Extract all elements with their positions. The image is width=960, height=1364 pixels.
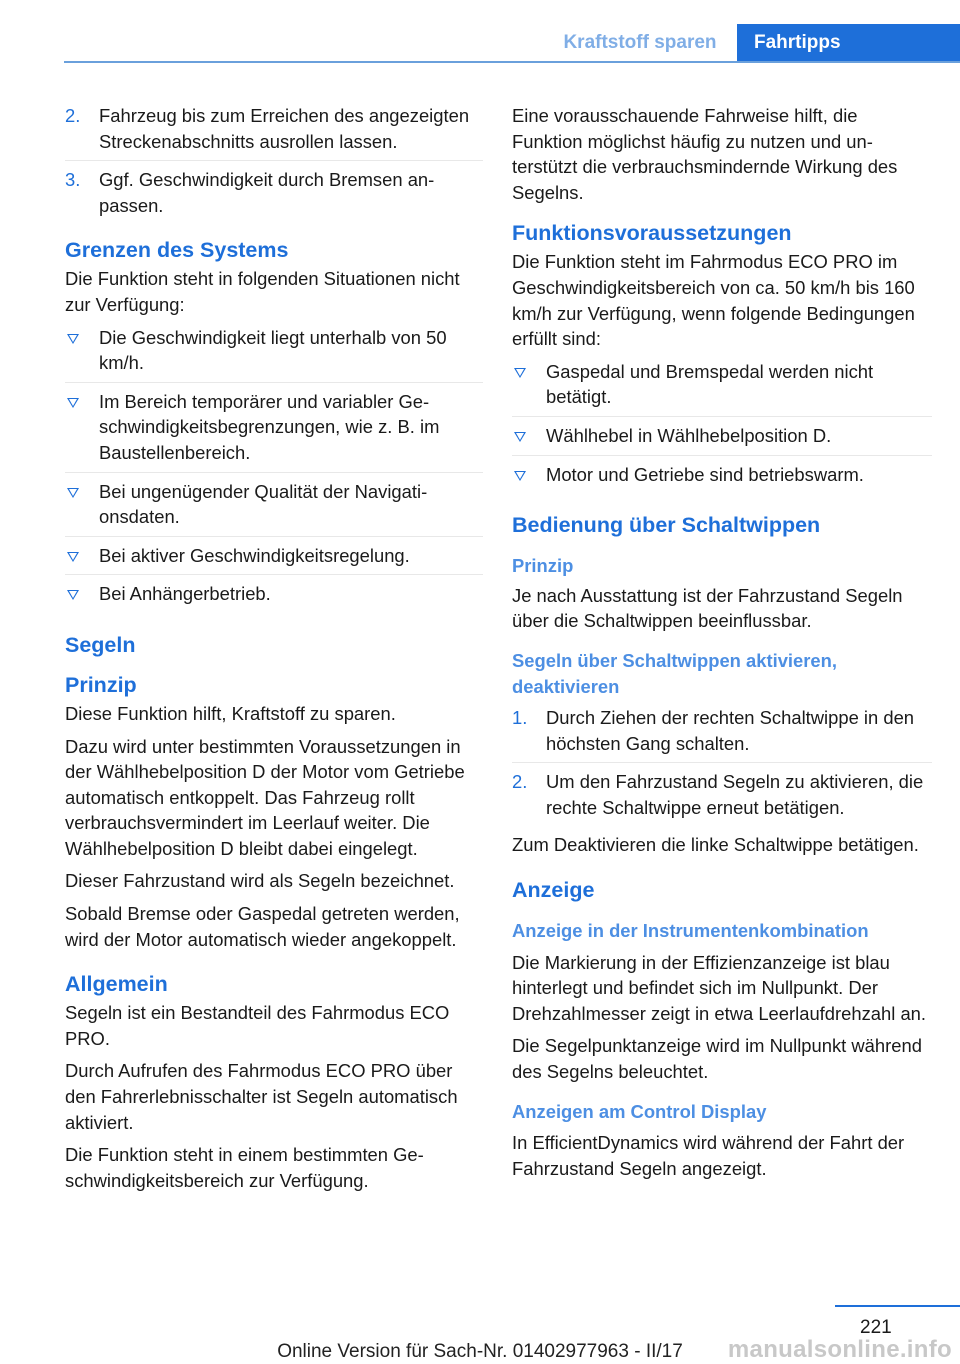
- heading-prinzip: Prinzip: [65, 672, 137, 697]
- cd-paragraph: In EfficientDynamics wird während der Fahrt der Fahrzustand Segeln angezeigt.: [512, 1132, 905, 1179]
- step-text: Um den Fahrzustand Segeln zu aktivieren, die rechte Schaltwippe erneut betätigen.: [546, 771, 924, 818]
- list-item-text: Die Geschwindigkeit liegt unterhalb von 50 km/h.: [99, 326, 447, 374]
- triangle-bullet-icon: [67, 552, 79, 562]
- aktiv-steps: [512, 705, 932, 826]
- allgemein-paragraph: Die Funktion steht in einem bestimmten Geschwindigkeitsbereich zur Verfügung.: [65, 1144, 424, 1191]
- step-text: Fahrzeug bis zum Erreichen des angezeigten Streckenabschnitts ausrollen lassen.: [99, 105, 470, 152]
- intro-paragraph: Eine vorausschauende Fahrweise hilft, die Funktion möglichst häufig zu nutzen und unterstützt die verbrauchsmindernde Wirkung des Segelns.: [512, 105, 898, 203]
- list-item: [65, 581, 483, 613]
- funk-intro: Die Funktion steht im Fahrmodus ECO PRO im Geschwindigkeitsbereich von ca. 50 km/h bis 160 km/h zur Verfügung, wenn folgende Bedingungen erfüllt sind:: [512, 251, 915, 350]
- prinzip-paragraph: Sobald Bremse oder Gaspedal getreten werden, wird der Motor automatisch wieder angekoppelt.: [65, 903, 460, 950]
- prinzip-paragraph: Diese Funktion hilft, Kraftstoff zu sparen.: [65, 702, 396, 724]
- list-item: [65, 103, 483, 161]
- heading-anzeige: Anzeige: [512, 878, 595, 903]
- step-number: 2.: [65, 105, 81, 126]
- prinzip-text: Je nach Ausstattung ist der Fahrzustand Segeln über die Schaltwippen beeinflussbar.: [512, 584, 903, 632]
- page-number-rule: [835, 1305, 960, 1307]
- heading-allgemein: Allgemein: [65, 972, 168, 997]
- grenzen-intro: Die Funktion steht in folgenden Situationen nicht zur Verfügung:: [65, 268, 460, 315]
- step-number: 1.: [512, 707, 528, 729]
- step-text: Durch Ziehen der rechten Schaltwippe in den höchsten Gang schalten.: [546, 707, 915, 754]
- allgemein-paragraph: Durch Aufrufen des Fahrmodus ECO PRO über den Fahrerlebnisschalter ist Segeln automatisch aktiviert.: [65, 1060, 458, 1133]
- list-item-text: Bei aktiver Geschwindigkeitsregelung.: [99, 544, 410, 566]
- list-item-text: Im Bereich temporärer und variabler Geschwindigkeitsbegrenzungen, wie z. B. im Baustellenbereich.: [99, 390, 440, 463]
- triangle-bullet-icon: [67, 590, 79, 600]
- page-number: 221: [860, 1317, 892, 1338]
- list-item-text: Bei ungenügender Qualität der Navigationsdaten.: [99, 480, 428, 528]
- steps-continued: [65, 103, 483, 224]
- prinzip-paragraph: Dazu wird unter bestimmten Voraussetzungen in der Wählhebelposition D der Motor vom Getriebe automatisch entkoppelt. Das Fahrzeug rollt verbrauchsvermindert im Leerlauf weiter. Die Wählhebelposition D bleibt dabei eingelegt.: [65, 735, 465, 859]
- prinzip-paragraph: Dieser Fahrzustand wird als Segeln bezeichnet.: [65, 870, 455, 892]
- list-item: [512, 423, 932, 456]
- right-column: [512, 103, 932, 1188]
- triangle-bullet-icon: [514, 471, 526, 481]
- step-number: 2.: [512, 771, 528, 793]
- list-item: [512, 359, 932, 417]
- list-item: [65, 167, 483, 224]
- list-item-text: Bei Anhängerbetrieb.: [99, 583, 271, 605]
- heading-segeln: Segeln: [65, 632, 136, 657]
- watermark: manualsonline.info: [727, 1336, 952, 1363]
- step-number: 3.: [65, 169, 81, 191]
- triangle-bullet-icon: [67, 334, 79, 344]
- triangle-bullet-icon: [514, 368, 526, 378]
- list-item: [512, 769, 932, 826]
- instr-paragraph: Die Markierung in der Effizienzanzeige ist blau hinterlegt und befindet sich im Nullpunkt. Der Drehzahlmesser zeigt in etwa Leerlaufdrehzahl an.: [512, 951, 927, 1024]
- list-item-text: Motor und Getriebe sind betriebswarm.: [546, 463, 864, 485]
- deaktivieren-text: Zum Deaktivieren die linke Schaltwippe betätigen.: [512, 834, 919, 856]
- footer-version: Online Version für Sach-Nr. 01402977963 - II/17: [277, 1341, 683, 1362]
- list-item: [65, 543, 483, 576]
- header-rule: [64, 61, 960, 63]
- left-column: [65, 103, 483, 1200]
- heading-grenzen: Grenzen des Systems: [65, 238, 289, 263]
- grenzen-list: [65, 325, 483, 613]
- list-item: [65, 479, 483, 537]
- triangle-bullet-icon: [67, 398, 79, 408]
- step-text: Ggf. Geschwindigkeit durch Bremsen anpassen.: [99, 169, 435, 216]
- instr-paragraph: Die Segelpunktanzeige wird im Nullpunkt während des Segelns beleuchtet.: [512, 1035, 922, 1083]
- heading-instrumentenkombination: Anzeige in der Instrumentenkombination: [512, 920, 869, 942]
- list-item: [65, 389, 483, 473]
- funk-list: [512, 359, 932, 493]
- triangle-bullet-icon: [514, 432, 526, 442]
- list-item: [512, 705, 932, 763]
- list-item: [512, 462, 932, 494]
- allgemein-paragraph: Segeln ist ein Bestandteil des Fahrmodus ECO PRO.: [65, 1002, 450, 1049]
- list-item: [65, 325, 483, 383]
- heading-prinzip-2: Prinzip: [512, 555, 574, 577]
- heading-aktivieren: Segeln über Schaltwippen aktivieren, deaktivieren: [512, 649, 837, 697]
- triangle-bullet-icon: [67, 488, 79, 498]
- heading-control-display: Anzeigen am Control Display: [512, 1100, 767, 1122]
- heading-funktionsvoraussetzungen: Funktionsvoraussetzungen: [512, 221, 792, 246]
- heading-bedienung: Bedienung über Schaltwippen: [512, 513, 821, 538]
- list-item-text: Wählhebel in Wählhebelposition D.: [546, 424, 832, 446]
- header-active-tab: Fahrtipps: [737, 24, 960, 62]
- header-section-tab: Kraftstoff sparen: [563, 32, 717, 53]
- list-item-text: Gaspedal und Bremspedal werden nicht betätigt.: [546, 360, 874, 408]
